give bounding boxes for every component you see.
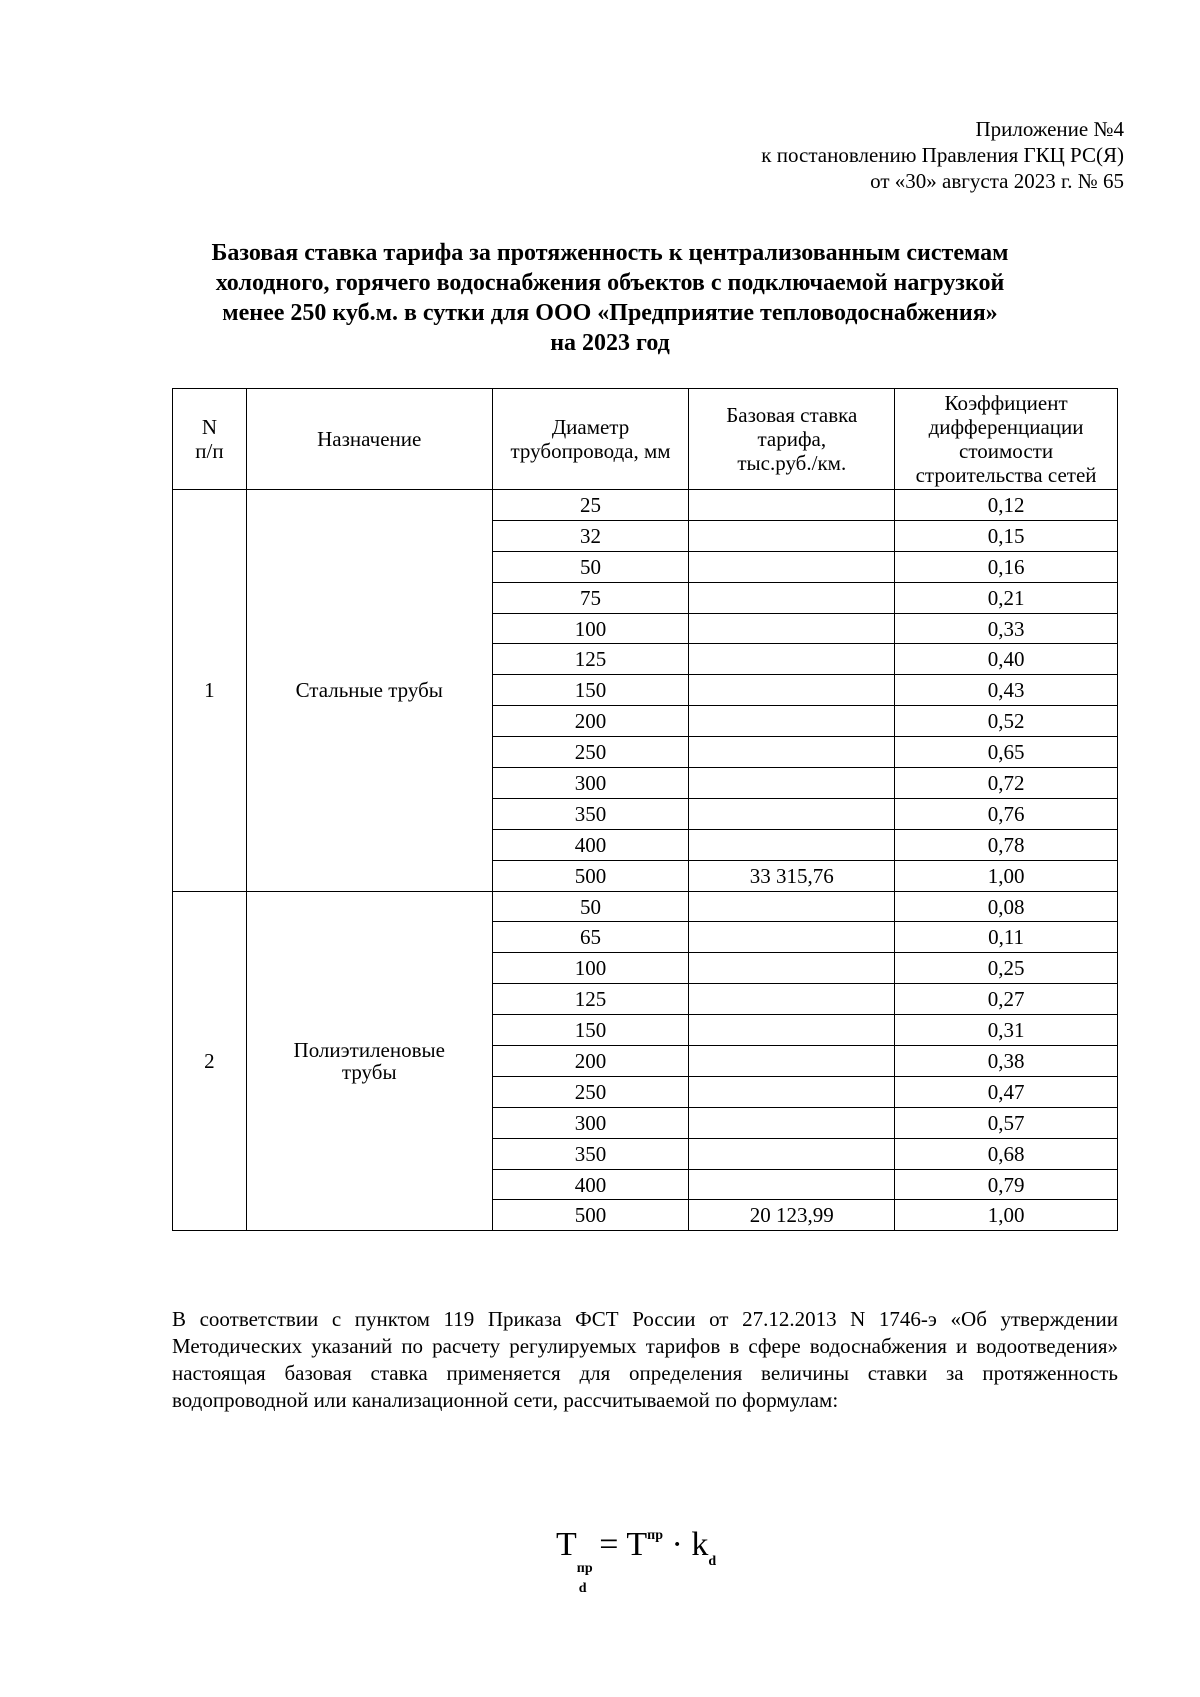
- diameter-cell: 65: [492, 922, 689, 953]
- diameter-cell: 400: [492, 1169, 689, 1200]
- rate-cell: [689, 644, 895, 675]
- diameter-cell: 500: [492, 860, 689, 891]
- coefficient-cell: 0,47: [895, 1076, 1118, 1107]
- coefficient-cell: 0,08: [895, 891, 1118, 922]
- diameter-cell: 500: [492, 1200, 689, 1231]
- rate-cell: [689, 798, 895, 829]
- rate-cell: [689, 1015, 895, 1046]
- title-line-2: холодного, горячего водоснабжения объектов с подключаемой нагрузкой: [215, 270, 1005, 296]
- formula-lhs-base: T: [556, 1526, 577, 1563]
- coefficient-cell: 0,52: [895, 706, 1118, 737]
- coefficient-cell: 0,72: [895, 768, 1118, 799]
- rate-cell: [689, 829, 895, 860]
- coefficient-cell: 0,21: [895, 582, 1118, 613]
- formula-rhs-sup: пр: [647, 1528, 663, 1543]
- diameter-cell: 50: [492, 891, 689, 922]
- appendix-number: Приложение №4: [975, 117, 1124, 141]
- purpose-line: трубы: [341, 1059, 397, 1084]
- formula-rhs-base: T: [626, 1526, 648, 1563]
- diameter-cell: 100: [492, 613, 689, 644]
- title-line-3: менее 250 куб.м. в сутки для ООО «Предприятие тепловодоснабжения»: [222, 300, 998, 326]
- rate-cell: [689, 1107, 895, 1138]
- coefficient-cell: 0,27: [895, 984, 1118, 1015]
- rate-cell: [689, 891, 895, 922]
- diameter-cell: 200: [492, 706, 689, 737]
- purpose-line: Стальные трубы: [295, 678, 443, 703]
- group-number-cell: 2: [173, 891, 247, 1231]
- coefficient-cell: 0,15: [895, 520, 1118, 551]
- diameter-cell: 100: [492, 953, 689, 984]
- diameter-cell: 350: [492, 1138, 689, 1169]
- diameter-cell: 75: [492, 582, 689, 613]
- diameter-cell: 250: [492, 1076, 689, 1107]
- rate-cell: [689, 1169, 895, 1200]
- formula: [556, 1516, 717, 1596]
- formula-lhs-sub: d: [578, 1581, 587, 1596]
- formula-dot: ·: [662, 1526, 692, 1563]
- coefficient-cell: 0,40: [895, 644, 1118, 675]
- diameter-cell: 32: [492, 520, 689, 551]
- formula-k-base: k: [691, 1526, 709, 1563]
- rate-cell: [689, 1076, 895, 1107]
- rate-cell: 33 315,76: [689, 860, 895, 891]
- group-purpose-cell: [246, 490, 492, 892]
- document-header: [761, 116, 1124, 194]
- header-diameter: Диаметр трубопровода, мм: [492, 389, 689, 490]
- title-line-1: Базовая ставка тарифа за протяженность к централизованным системам: [211, 240, 1009, 266]
- coefficient-cell: 0,79: [895, 1169, 1118, 1200]
- header-num: N п/п: [173, 389, 247, 490]
- coefficient-cell: 0,78: [895, 829, 1118, 860]
- table-row: [173, 490, 1118, 521]
- formula-k-sub: d: [708, 1554, 717, 1569]
- formula-equals: =: [590, 1526, 627, 1563]
- diameter-cell: 300: [492, 1107, 689, 1138]
- diameter-cell: 50: [492, 551, 689, 582]
- header-rate: Базовая ставка тарифа, тыс.руб./км.: [689, 389, 895, 490]
- diameter-cell: 125: [492, 984, 689, 1015]
- coefficient-cell: 0,76: [895, 798, 1118, 829]
- coefficient-cell: 1,00: [895, 860, 1118, 891]
- coefficient-cell: 0,12: [895, 490, 1118, 521]
- coefficient-cell: 1,00: [895, 1200, 1118, 1231]
- coefficient-cell: 0,57: [895, 1107, 1118, 1138]
- diameter-cell: 350: [492, 798, 689, 829]
- rate-cell: [689, 1138, 895, 1169]
- rate-cell: [689, 706, 895, 737]
- title-line-4: на 2023 год: [550, 330, 670, 356]
- diameter-cell: 125: [492, 644, 689, 675]
- diameter-cell: 300: [492, 768, 689, 799]
- diameter-cell: 150: [492, 675, 689, 706]
- coefficient-cell: 0,31: [895, 1015, 1118, 1046]
- coefficient-cell: 0,33: [895, 613, 1118, 644]
- resolution-date: от «30» августа 2023 г. № 65: [870, 169, 1124, 193]
- coefficient-cell: 0,11: [895, 922, 1118, 953]
- rate-cell: [689, 1046, 895, 1077]
- coefficient-cell: 0,16: [895, 551, 1118, 582]
- coefficient-cell: 0,38: [895, 1046, 1118, 1077]
- header-purpose: Назначение: [246, 389, 492, 490]
- rate-cell: [689, 922, 895, 953]
- table-row: [173, 891, 1118, 922]
- document-title: [170, 238, 1050, 358]
- resolution-ref: к постановлению Правления ГКЦ РС(Я): [761, 143, 1124, 167]
- explanatory-paragraph: В соответствии с пунктом 119 Приказа ФСТ России от 27.12.2013 N 1746-э «Об утверждении Методических указаний по расчету регулируемых тарифов в сфере водоснабжения и водоотведения» настоящая базовая ставка применяется для определения величины ставки за протяженность водопроводной или канализационной сети, рассчитываемой по формулам:: [172, 1307, 1118, 1412]
- rate-cell: [689, 675, 895, 706]
- rate-cell: [689, 984, 895, 1015]
- group-number-cell: 1: [173, 490, 247, 892]
- rate-cell: [689, 582, 895, 613]
- coefficient-cell: 0,25: [895, 953, 1118, 984]
- group-purpose-cell: [246, 891, 492, 1231]
- rate-cell: [689, 613, 895, 644]
- coefficient-cell: 0,68: [895, 1138, 1118, 1169]
- tariff-table-body: [173, 490, 1118, 1231]
- coefficient-cell: 0,43: [895, 675, 1118, 706]
- diameter-cell: 200: [492, 1046, 689, 1077]
- rate-cell: 20 123,99: [689, 1200, 895, 1231]
- diameter-cell: 250: [492, 737, 689, 768]
- coefficient-cell: 0,65: [895, 737, 1118, 768]
- tariff-table: [172, 388, 1118, 1231]
- rate-cell: [689, 520, 895, 551]
- header-coefficient: Коэффициент дифференциации стоимости строительства сетей: [895, 389, 1118, 490]
- diameter-cell: 400: [492, 829, 689, 860]
- rate-cell: [689, 953, 895, 984]
- diameter-cell: 25: [492, 490, 689, 521]
- rate-cell: [689, 737, 895, 768]
- rate-cell: [689, 551, 895, 582]
- diameter-cell: 150: [492, 1015, 689, 1046]
- rate-cell: [689, 490, 895, 521]
- formula-lhs-sup: пр: [576, 1561, 593, 1576]
- table-header-row: [173, 389, 1118, 490]
- rate-cell: [689, 768, 895, 799]
- purpose-line: Полиэтиленовые: [293, 1037, 445, 1062]
